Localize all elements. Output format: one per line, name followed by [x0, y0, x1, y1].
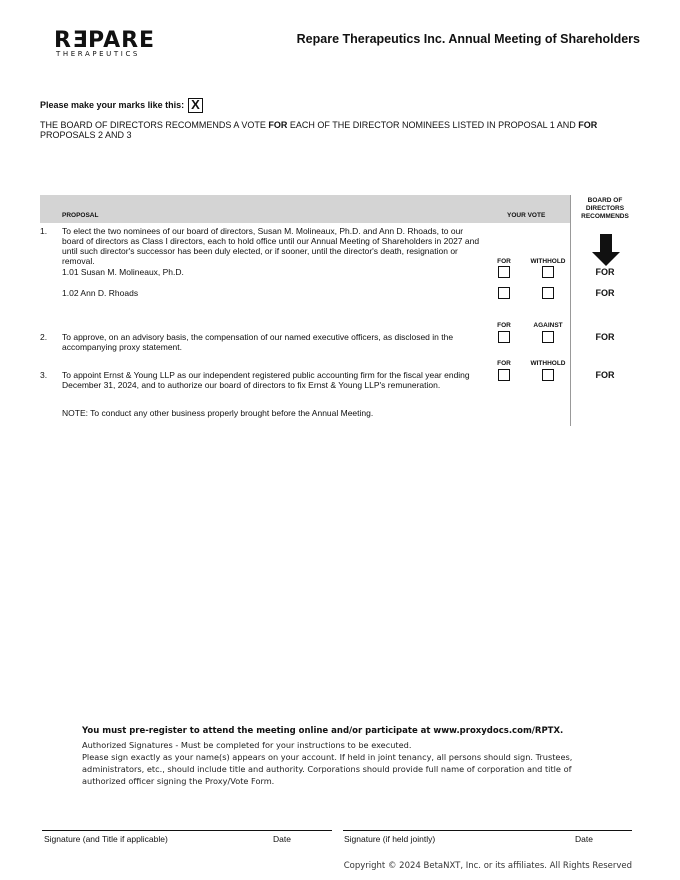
mark-example-box: X: [188, 98, 203, 113]
proposal-3-text: To appoint Ernst & Young LLP as our independent registered public accounting firm for the fiscal year ending December 31, 2024, and to authorize our board of directors to fix Ernst & Young LLP's remuneration.: [62, 370, 470, 390]
nominee-1-recommendation: FOR: [595, 267, 615, 277]
proposal-1-for-header: FOR: [497, 258, 511, 265]
proposal-3-recommendation: FOR: [595, 370, 615, 380]
proposal-3-for-header: FOR: [497, 360, 511, 367]
rec-for-1: FOR: [268, 120, 288, 130]
nominee-1-name: 1.01 Susan M. Molineaux, Ph.D.: [62, 267, 184, 277]
rec-for-2: FOR: [578, 120, 598, 130]
proposal-3-withhold-checkbox[interactable]: [542, 369, 554, 381]
auth-line-1: Authorized Signatures - Must be completed for your instructions to be executed.: [82, 740, 412, 750]
nominee-1-withhold-checkbox[interactable]: [542, 266, 554, 278]
nominee-2-for-checkbox[interactable]: [498, 287, 510, 299]
proposal-2-recommendation: FOR: [595, 332, 615, 342]
board-recommendation-text: [40, 120, 640, 140]
signature-1-line[interactable]: [42, 830, 332, 831]
proposal-2-against-checkbox[interactable]: [542, 331, 554, 343]
nominee-2-recommendation: FOR: [595, 288, 615, 298]
preregister-notice: You must pre-register to attend the meeting online and/or participate at www.proxydocs.com/RPTX.: [82, 726, 564, 736]
company-logo: [54, 30, 155, 52]
logo-letter-e: E: [71, 28, 88, 53]
table-header-band: [40, 195, 571, 223]
proposal-2-for-checkbox[interactable]: [498, 331, 510, 343]
proposal-2-against-header: AGAINST: [533, 322, 563, 329]
signature-2-label: Signature (if held jointly): [344, 834, 436, 844]
nominee-2-withhold-checkbox[interactable]: [542, 287, 554, 299]
arrow-down-icon: [592, 234, 620, 266]
rec-text-part1: THE BOARD OF DIRECTORS RECOMMENDS A VOTE: [40, 120, 269, 130]
logo-subtitle: THERAPEUTICS: [56, 50, 140, 58]
proposal-3-for-checkbox[interactable]: [498, 369, 510, 381]
marks-instruction: Please make your marks like this:: [40, 100, 185, 110]
column-divider: [570, 195, 571, 426]
proposal-2-for-header: FOR: [497, 322, 511, 329]
logo-letters-pare: PARE: [87, 28, 156, 53]
rec-text-part2: EACH OF THE DIRECTOR NOMINEES LISTED IN PROPOSAL 1 AND: [287, 120, 579, 130]
proposal-2-text: To approve, on an advisory basis, the compensation of our named executive officers, as disclosed in the accompanying proxy statement.: [62, 332, 454, 352]
proposal-1-withhold-header: WITHHOLD: [530, 258, 566, 265]
proposal-column-header: PROPOSAL: [62, 212, 99, 219]
proposal-3-withhold-header: WITHHOLD: [530, 360, 566, 367]
date-2-label: Date: [575, 834, 593, 844]
date-1-label: Date: [273, 834, 291, 844]
document-title: Repare Therapeutics Inc. Annual Meeting of Shareholders: [296, 32, 640, 46]
board-recommends-header: BOARD OF DIRECTORS RECOMMENDS: [581, 197, 629, 220]
nominee-2-name: 1.02 Ann D. Rhoads: [62, 288, 139, 298]
signature-2-line[interactable]: [343, 830, 632, 831]
auth-line-2: Please sign exactly as your name(s) appears on your account. If held in joint tenancy, all persons should sign. Trustees, administrators, etc., should include title and authority. Corporations should provide full name of corporation and title of authorized officer signing the Proxy/Vote Form.: [82, 752, 573, 786]
annual-meeting-note: NOTE: To conduct any other business properly brought before the Annual Meeting.: [62, 408, 374, 418]
logo-letter-r: R: [54, 28, 72, 53]
proposal-2-number: 2.: [40, 332, 48, 342]
copyright-notice: Copyright © 2024 BetaNXT, Inc. or its affiliates. All Rights Reserved: [343, 861, 632, 871]
nominee-1-for-checkbox[interactable]: [498, 266, 510, 278]
proposal-1-number: 1.: [40, 226, 48, 236]
proposal-3-number: 3.: [40, 370, 48, 380]
signature-1-label: Signature (and Title if applicable): [44, 834, 168, 844]
your-vote-column-header: YOUR VOTE: [507, 212, 546, 219]
rec-text-part3: PROPOSALS 2 AND 3: [40, 130, 132, 140]
proposal-1-text: To elect the two nominees of our board of directors, Susan M. Molineaux, Ph.D. and Ann D. Rhoads, to our board of directors as Class I directors, each to hold office until our Annual Meeting of Shareholders in 2027 and until such director's successor has been duly elected, or if sooner, until the director's death, resignation or removal.: [62, 226, 480, 266]
authorized-signatures-text: [82, 739, 592, 787]
